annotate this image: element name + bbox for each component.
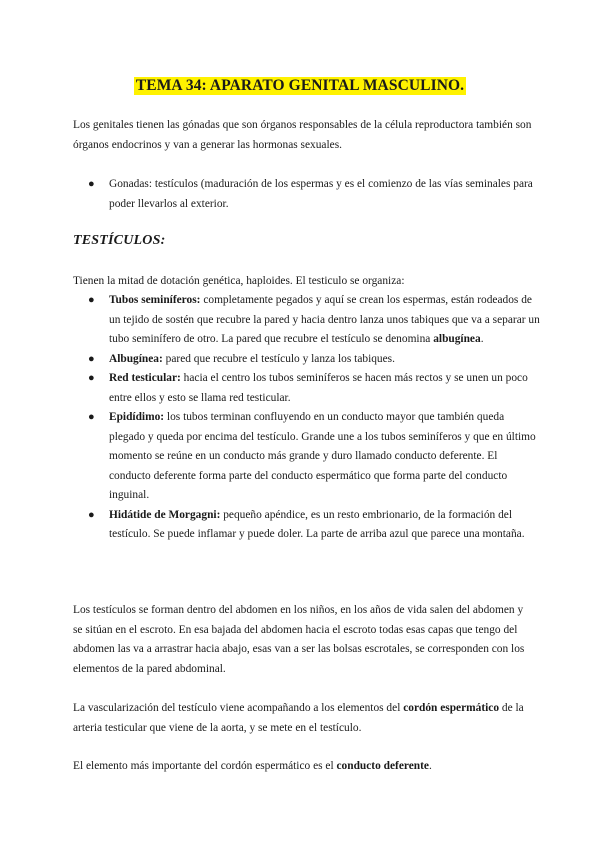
- item-term-2: albugínea: [433, 333, 481, 345]
- item-text-2: .: [480, 333, 484, 345]
- list-item: [88, 369, 540, 408]
- item-text: pared que recubre el testículo y lanza los tabiques.: [162, 352, 395, 365]
- list-item: [88, 506, 540, 545]
- gonadas-text: Gonadas: testículos (maduración de los espermas y es el comienzo de las vías seminales para poder llevarlos al exterior.: [109, 178, 533, 210]
- elemento-before: El elemento más importante del cordón espermático es el: [73, 760, 337, 772]
- elemento-paragraph: [73, 757, 533, 777]
- testiculos-intro: Tienen la mitad de dotación genética, haploides. El testiculo se organiza:: [73, 275, 405, 287]
- list-item: [88, 175, 538, 214]
- abdomen-paragraph: Los testículos se forman dentro del abdomen en los niños, en los años de vida salen del abdomen y se sitúan en el escroto. En esa bajada del abdomen hacia el escroto todas esas capas que tengo del abdomen las va a arrastrar hacia abajo, esas van a ser las bolsas escrotales, se corresponden con los elementos de la pared abdominal.: [73, 604, 525, 675]
- gonadas-list: [88, 175, 538, 214]
- item-term: Red testicular:: [109, 372, 181, 384]
- item-term: Tubos seminíferos:: [109, 294, 201, 306]
- item-term: Albugínea:: [109, 352, 163, 365]
- vasc-after: de la arteria testicular que viene de la aorta, y se mete en el testículo.: [73, 702, 524, 734]
- bullet-icon: ●: [88, 508, 95, 521]
- bullet-icon: ●: [88, 178, 95, 190]
- bullet-icon: ●: [88, 411, 95, 423]
- elemento-after: .: [428, 760, 432, 772]
- item-term: Hidátide de Morgagni:: [109, 508, 221, 521]
- list-item: [88, 291, 540, 350]
- item-text: completamente pegados y aquí se crean los espermas, están rodeados de un tejido de sostén que recubre la pared y hacia dentro lanza unos tabiques que va a separar un tubo seminífero de otro. La pared que recubre el testículo se denomina: [109, 294, 540, 345]
- title-wrap: [0, 77, 600, 95]
- vascularizacion-paragraph: [73, 699, 535, 738]
- item-text: hacia el centro los tubos seminíferos se hacen más rectos y se unen un poco entre ellos y esto se llama red testicular.: [109, 372, 528, 404]
- item-text: los tubos terminan confluyendo en un conducto mayor que también queda plegado y queda por encima del testículo. Grande une a los tubos seminíferos y que en último momento se reúne en un conducto más grande y duro llamado conducto deferente. El conducto deferente forma parte del conducto espermático que forma parte del conducto inguinal.: [109, 411, 536, 501]
- bullet-icon: ●: [88, 352, 95, 365]
- vasc-before: La vascularización del testículo viene acompañando a los elementos del: [73, 702, 404, 714]
- vasc-bold: cordón espermático: [403, 702, 500, 714]
- testiculos-list: [88, 291, 540, 545]
- bullet-icon: ●: [88, 372, 95, 384]
- section-heading: TESTÍCULOS:: [73, 233, 166, 248]
- bullet-icon: ●: [88, 294, 95, 306]
- page-title: TEMA 34: APARATO GENITAL MASCULINO.: [135, 77, 465, 94]
- item-term: Epidídimo:: [109, 411, 165, 423]
- elemento-bold: conducto deferente: [336, 760, 429, 772]
- list-item: [88, 408, 540, 506]
- intro-paragraph: Los genitales tienen las gónadas que son órganos responsables de la célula reproductora también son órganos endocrinos y van a generar las hormonas sexuales.: [73, 119, 532, 151]
- list-item: [88, 350, 540, 370]
- item-text: pequeño apéndice, es un resto embrionario, de la formación del testículo. Se puede inflamar y puede doler. La parte de arriba azul que parece una montaña.: [109, 508, 525, 540]
